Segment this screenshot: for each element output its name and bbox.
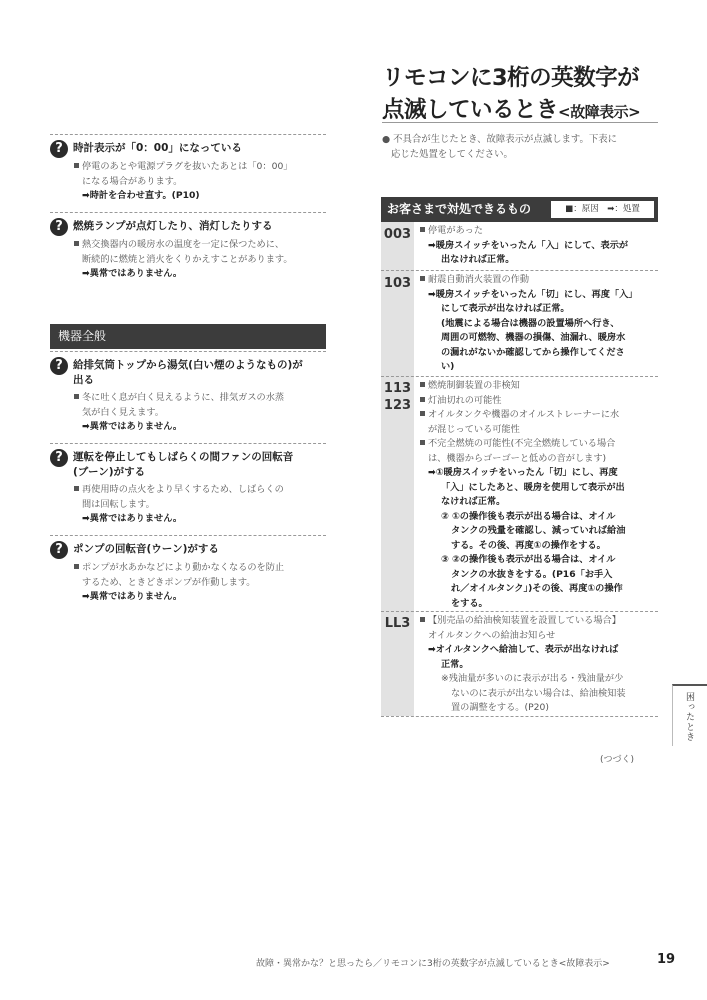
faq-title: ポンプの回転音(ウーン)がする bbox=[73, 543, 219, 555]
error-code: 113 bbox=[383, 381, 412, 396]
title-rule bbox=[382, 122, 658, 123]
error-code: 123 bbox=[383, 398, 412, 413]
action-text: ➡暖房スイッチをいったん「入」にして、表示が bbox=[428, 239, 629, 251]
section-heading: 機器全般 bbox=[50, 324, 326, 349]
row-divider bbox=[381, 716, 658, 717]
answer-text: になる場合があります。 bbox=[82, 175, 183, 187]
cause-text: オイルタンクへの給油お知らせ bbox=[428, 629, 556, 641]
faq-fan-noise bbox=[50, 450, 326, 480]
action-text: 「入」にしたあと、暖房を使用して表示が出 bbox=[441, 481, 625, 493]
action-text: をする。 bbox=[451, 597, 488, 609]
note-text: の漏れがないか確認してから操作してくださ bbox=[441, 346, 625, 358]
answer-text: 停電のあとや電源プラグを抜いたあとは「0：00」 bbox=[82, 161, 293, 172]
cause-text: 不完全燃焼の可能性(不完全燃焼している場合 bbox=[428, 438, 616, 449]
cause-text: 耐震自動消火装置の作動 bbox=[428, 274, 530, 285]
action-text: 正常。 bbox=[441, 658, 469, 670]
note-text: 周囲の可燃物、機器の損傷、油漏れ、暖房水 bbox=[441, 332, 626, 343]
answer-text: 間は回転します。 bbox=[82, 498, 155, 510]
question-icon: ? bbox=[50, 357, 68, 375]
note-text: 置の調整をする。(P20) bbox=[451, 702, 549, 713]
error-code: 103 bbox=[383, 276, 412, 291]
table-header bbox=[381, 197, 658, 222]
faq-steam bbox=[50, 358, 326, 388]
cause-text: 燃焼制御装置の非検知 bbox=[428, 380, 520, 391]
faq-combustion-lamp bbox=[50, 219, 326, 234]
faq-title: 燃焼ランプが点灯したり、消灯したりする bbox=[73, 220, 273, 232]
intro-text bbox=[382, 132, 658, 162]
row-divider bbox=[381, 376, 658, 377]
divider bbox=[50, 351, 326, 352]
answer-text: 再使用時の点火をより早くするため、しばらくの bbox=[82, 484, 284, 495]
table-row bbox=[420, 224, 658, 268]
faq-title: 時計表示が「0：00」になっている bbox=[73, 142, 242, 154]
page-title: リモコンに3桁の英数字が bbox=[382, 65, 640, 91]
action-text: ② ①の操作後も表示が出る場合は、オイル bbox=[441, 510, 616, 522]
note-text: ※残油量が多いのに表示が出る・残油量が少 bbox=[441, 673, 624, 684]
note-text: ないのに表示が出ない場合は、給油検知装 bbox=[451, 687, 626, 699]
divider bbox=[50, 212, 326, 213]
cause-text: 【別売品の給油検知装置を設置している場合】 bbox=[428, 615, 621, 626]
table-row bbox=[420, 273, 658, 375]
cause-text: 停電があった bbox=[428, 225, 484, 236]
answer-text: 熱交換器内の暖房水の温度を一定に保つために、 bbox=[82, 239, 285, 250]
note-text: い) bbox=[441, 361, 455, 372]
action-text: 出なければ正常。 bbox=[441, 254, 515, 265]
faq-answer bbox=[74, 238, 326, 282]
question-icon: ? bbox=[50, 218, 68, 236]
divider bbox=[50, 535, 326, 536]
note-text: (地震による場合は機器の設置場所へ行き、 bbox=[441, 317, 620, 329]
action-text: ➡異常ではありません。 bbox=[82, 513, 183, 524]
page-title-line2 bbox=[382, 92, 640, 124]
question-icon: ? bbox=[50, 541, 68, 559]
action-text: にして表示が出なければ正常。 bbox=[441, 303, 570, 314]
answer-text: 冬に吐く息が白く見えるように、排気ガスの水蒸 bbox=[82, 392, 285, 403]
side-tab[interactable] bbox=[672, 684, 707, 746]
cause-text: が混じっている可能性 bbox=[428, 423, 520, 435]
divider bbox=[50, 134, 326, 135]
faq-clock-display bbox=[50, 141, 326, 156]
action-text: ➡暖房スイッチをいったん「切」にし、再度「入」 bbox=[428, 288, 638, 300]
page-title-text: 点滅しているとき bbox=[382, 97, 559, 123]
answer-text: 気が白く見えます。 bbox=[82, 406, 164, 418]
faq-title-line: (ブーン)がする bbox=[73, 466, 146, 478]
continued-label: (つづく) bbox=[600, 755, 635, 765]
action-text: ➡異常ではありません。 bbox=[82, 591, 183, 602]
row-divider bbox=[381, 611, 658, 612]
answer-text: 断続的に燃焼と消火をくりかえすことがあります。 bbox=[82, 253, 293, 265]
side-tab-label: 困ったとき bbox=[684, 692, 694, 742]
page-number: 19 bbox=[657, 952, 676, 967]
action-text: ➡①暖房スイッチをいったん「切」にし、再度 bbox=[428, 467, 618, 478]
table-legend: ■：原因 ➡：処置 bbox=[551, 201, 654, 218]
cause-text: は、機器からゴーゴーと低めの音がします) bbox=[428, 452, 607, 464]
question-icon: ? bbox=[50, 449, 68, 467]
intro-line: ● 不具合が生じたとき、故障表示が点滅します。下表に bbox=[382, 134, 618, 145]
row-divider bbox=[381, 270, 658, 271]
question-icon: ? bbox=[50, 140, 68, 158]
faq-answer bbox=[74, 483, 326, 527]
faq-answer bbox=[74, 160, 326, 204]
faq-answer bbox=[74, 561, 326, 605]
table-row bbox=[420, 379, 658, 611]
answer-text: するため、ときどきポンプが作動します。 bbox=[82, 576, 256, 588]
action-text: タンクの水抜きをする。(P16「お手入 bbox=[451, 568, 613, 580]
error-code: 003 bbox=[383, 227, 412, 242]
faq-title-line: 運転を停止してもしばらくの間ファンの回転音 bbox=[73, 451, 294, 463]
action-text: タンクの残量を確認し、減っていれば給油 bbox=[451, 525, 626, 536]
action-text: ➡異常ではありません。 bbox=[82, 268, 183, 279]
action-text: ➡異常ではありません。 bbox=[82, 421, 183, 432]
action-text: する。その後、再度①の操作をする。 bbox=[451, 539, 606, 551]
page-title-suffix: <故障表示> bbox=[558, 103, 641, 121]
faq-pump-noise bbox=[50, 542, 326, 557]
code-column bbox=[381, 222, 414, 716]
action-text: ➡オイルタンクへ給油して、表示が出なければ bbox=[428, 644, 619, 655]
answer-text: ポンプが水あかなどにより動かなくなるのを防止 bbox=[82, 562, 285, 573]
faq-title-line: 出る bbox=[73, 374, 94, 386]
faq-title bbox=[73, 358, 326, 388]
table-row bbox=[420, 614, 658, 716]
cause-text: オイルタンクや機器のオイルストレーナーに水 bbox=[428, 409, 620, 420]
footer-text: 故障・異常かな？と思ったら／リモコンに3桁の英数字が点滅しているとき<故障表示> bbox=[256, 959, 610, 969]
divider bbox=[50, 443, 326, 444]
faq-title bbox=[73, 450, 326, 480]
action-text: ➡時計を合わせ直す。(P10) bbox=[82, 190, 200, 201]
error-code: LL3 bbox=[384, 616, 411, 631]
action-text: なければ正常。 bbox=[441, 496, 506, 507]
action-text: ③ ②の操作後も表示が出る場合は、オイル bbox=[441, 554, 616, 565]
table-title: お客さまで対処できるもの bbox=[387, 202, 532, 216]
faq-answer bbox=[74, 391, 326, 435]
cause-text: 灯油切れの可能性 bbox=[428, 394, 502, 406]
faq-title-line: 給排気筒トップから湯気(白い煙のようなもの)が bbox=[73, 359, 303, 371]
action-text: れ／オイルタンク」)その後、再度①の操作 bbox=[451, 583, 623, 594]
intro-line: 応じた処置をしてください。 bbox=[391, 149, 513, 160]
